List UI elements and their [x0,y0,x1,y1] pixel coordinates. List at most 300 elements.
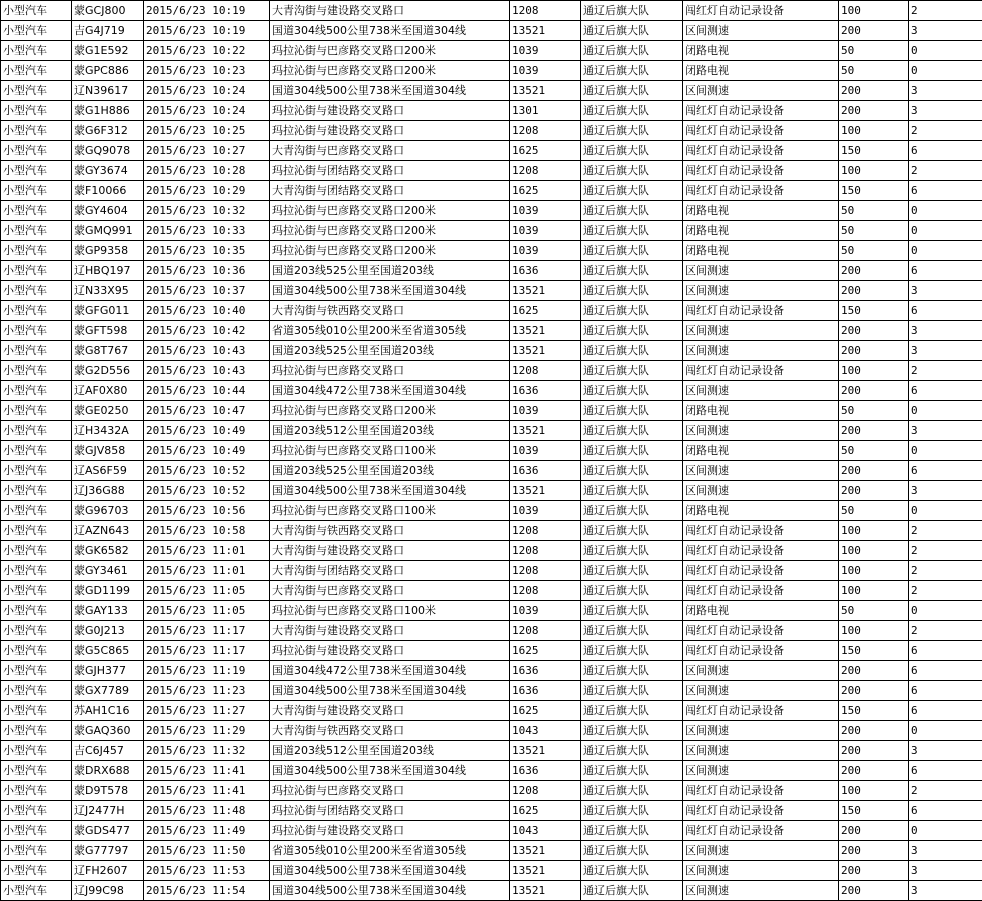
datetime-cell[interactable]: 2015/6/23 11:17 [144,621,270,641]
vehicle-type-cell[interactable]: 小型汽车 [1,801,72,821]
penalty-points-cell[interactable]: 2 [909,121,982,141]
vehicle-type-cell[interactable]: 小型汽车 [1,161,72,181]
violation-code-cell[interactable]: 1208 [510,781,581,801]
violation-code-cell[interactable]: 1043 [510,821,581,841]
location-cell[interactable]: 大青沟街与建设路交叉路口 [270,1,510,21]
datetime-cell[interactable]: 2015/6/23 11:27 [144,701,270,721]
plate-number-cell[interactable]: 辽HBQ197 [72,261,144,281]
plate-number-cell[interactable]: 蒙G1E592 [72,41,144,61]
fine-amount-cell[interactable]: 50 [839,221,909,241]
capture-device-cell[interactable]: 区间测速 [683,381,839,401]
vehicle-type-cell[interactable]: 小型汽车 [1,1,72,21]
violation-code-cell[interactable]: 1625 [510,181,581,201]
capture-device-cell[interactable]: 闯红灯自动记录设备 [683,541,839,561]
plate-number-cell[interactable]: 蒙GE0250 [72,401,144,421]
violation-code-cell[interactable]: 1625 [510,301,581,321]
fine-amount-cell[interactable]: 100 [839,541,909,561]
vehicle-type-cell[interactable]: 小型汽车 [1,741,72,761]
penalty-points-cell[interactable]: 2 [909,621,982,641]
department-cell[interactable]: 通辽后旗大队 [581,761,683,781]
plate-number-cell[interactable]: 蒙G5C865 [72,641,144,661]
violation-code-cell[interactable]: 13521 [510,321,581,341]
fine-amount-cell[interactable]: 200 [839,261,909,281]
plate-number-cell[interactable]: 蒙GMQ991 [72,221,144,241]
plate-number-cell[interactable]: 蒙GFT598 [72,321,144,341]
department-cell[interactable]: 通辽后旗大队 [581,441,683,461]
violation-code-cell[interactable]: 1039 [510,61,581,81]
violation-code-cell[interactable]: 1625 [510,141,581,161]
datetime-cell[interactable]: 2015/6/23 10:36 [144,261,270,281]
capture-device-cell[interactable]: 区间测速 [683,841,839,861]
fine-amount-cell[interactable]: 200 [839,21,909,41]
vehicle-type-cell[interactable]: 小型汽车 [1,121,72,141]
datetime-cell[interactable]: 2015/6/23 11:23 [144,681,270,701]
location-cell[interactable]: 大青沟街与团结路交叉路口 [270,561,510,581]
violation-code-cell[interactable]: 1039 [510,401,581,421]
penalty-points-cell[interactable]: 3 [909,881,982,901]
vehicle-type-cell[interactable]: 小型汽车 [1,61,72,81]
department-cell[interactable]: 通辽后旗大队 [581,261,683,281]
capture-device-cell[interactable]: 区间测速 [683,421,839,441]
penalty-points-cell[interactable]: 0 [909,721,982,741]
vehicle-type-cell[interactable]: 小型汽车 [1,261,72,281]
capture-device-cell[interactable]: 闯红灯自动记录设备 [683,641,839,661]
penalty-points-cell[interactable]: 3 [909,481,982,501]
vehicle-type-cell[interactable]: 小型汽车 [1,621,72,641]
penalty-points-cell[interactable]: 3 [909,101,982,121]
penalty-points-cell[interactable]: 2 [909,521,982,541]
plate-number-cell[interactable]: 蒙GAQ360 [72,721,144,741]
plate-number-cell[interactable]: 辽AZN643 [72,521,144,541]
violation-code-cell[interactable]: 1625 [510,801,581,821]
datetime-cell[interactable]: 2015/6/23 10:43 [144,341,270,361]
department-cell[interactable]: 通辽后旗大队 [581,81,683,101]
violation-code-cell[interactable]: 1625 [510,641,581,661]
violation-code-cell[interactable]: 13521 [510,421,581,441]
fine-amount-cell[interactable]: 200 [839,341,909,361]
plate-number-cell[interactable]: 蒙GK6582 [72,541,144,561]
penalty-points-cell[interactable]: 0 [909,601,982,621]
plate-number-cell[interactable]: 蒙GQ9078 [72,141,144,161]
department-cell[interactable]: 通辽后旗大队 [581,401,683,421]
plate-number-cell[interactable]: 蒙D9T578 [72,781,144,801]
datetime-cell[interactable]: 2015/6/23 10:52 [144,461,270,481]
datetime-cell[interactable]: 2015/6/23 11:29 [144,721,270,741]
location-cell[interactable]: 国道304线500公里738米至国道304线 [270,861,510,881]
fine-amount-cell[interactable]: 150 [839,801,909,821]
plate-number-cell[interactable]: 蒙GD1199 [72,581,144,601]
capture-device-cell[interactable]: 闭路电视 [683,601,839,621]
violation-code-cell[interactable]: 1636 [510,661,581,681]
datetime-cell[interactable]: 2015/6/23 10:23 [144,61,270,81]
capture-device-cell[interactable]: 闯红灯自动记录设备 [683,161,839,181]
violation-code-cell[interactable]: 13521 [510,481,581,501]
fine-amount-cell[interactable]: 200 [839,81,909,101]
fine-amount-cell[interactable]: 150 [839,141,909,161]
location-cell[interactable]: 国道304线500公里738米至国道304线 [270,81,510,101]
department-cell[interactable]: 通辽后旗大队 [581,701,683,721]
capture-device-cell[interactable]: 闯红灯自动记录设备 [683,781,839,801]
plate-number-cell[interactable]: 吉G4J719 [72,21,144,41]
department-cell[interactable]: 通辽后旗大队 [581,161,683,181]
department-cell[interactable]: 通辽后旗大队 [581,721,683,741]
vehicle-type-cell[interactable]: 小型汽车 [1,141,72,161]
department-cell[interactable]: 通辽后旗大队 [581,221,683,241]
capture-device-cell[interactable]: 闭路电视 [683,41,839,61]
department-cell[interactable]: 通辽后旗大队 [581,61,683,81]
location-cell[interactable]: 玛拉沁街与巴彦路交叉路口 [270,781,510,801]
fine-amount-cell[interactable]: 50 [839,241,909,261]
datetime-cell[interactable]: 2015/6/23 10:25 [144,121,270,141]
vehicle-type-cell[interactable]: 小型汽车 [1,321,72,341]
location-cell[interactable]: 大青沟街与铁西路交叉路口 [270,521,510,541]
fine-amount-cell[interactable]: 100 [839,121,909,141]
datetime-cell[interactable]: 2015/6/23 11:41 [144,781,270,801]
capture-device-cell[interactable]: 区间测速 [683,261,839,281]
plate-number-cell[interactable]: 蒙GPC886 [72,61,144,81]
department-cell[interactable]: 通辽后旗大队 [581,741,683,761]
plate-number-cell[interactable]: 蒙GDS477 [72,821,144,841]
plate-number-cell[interactable]: 蒙G2D556 [72,361,144,381]
location-cell[interactable]: 国道304线500公里738米至国道304线 [270,881,510,901]
capture-device-cell[interactable]: 闭路电视 [683,61,839,81]
fine-amount-cell[interactable]: 150 [839,641,909,661]
penalty-points-cell[interactable]: 0 [909,821,982,841]
plate-number-cell[interactable]: 蒙GY3674 [72,161,144,181]
penalty-points-cell[interactable]: 0 [909,241,982,261]
location-cell[interactable]: 玛拉沁街与建设路交叉路口 [270,121,510,141]
department-cell[interactable]: 通辽后旗大队 [581,561,683,581]
datetime-cell[interactable]: 2015/6/23 11:54 [144,881,270,901]
fine-amount-cell[interactable]: 200 [839,721,909,741]
plate-number-cell[interactable]: 辽N33X95 [72,281,144,301]
location-cell[interactable]: 大青沟街与团结路交叉路口 [270,181,510,201]
vehicle-type-cell[interactable]: 小型汽车 [1,641,72,661]
department-cell[interactable]: 通辽后旗大队 [581,121,683,141]
vehicle-type-cell[interactable]: 小型汽车 [1,661,72,681]
capture-device-cell[interactable]: 区间测速 [683,481,839,501]
penalty-points-cell[interactable]: 6 [909,681,982,701]
capture-device-cell[interactable]: 闯红灯自动记录设备 [683,701,839,721]
location-cell[interactable]: 国道203线512公里至国道203线 [270,421,510,441]
violation-code-cell[interactable]: 1039 [510,501,581,521]
datetime-cell[interactable]: 2015/6/23 10:42 [144,321,270,341]
plate-number-cell[interactable]: 蒙G1H886 [72,101,144,121]
department-cell[interactable]: 通辽后旗大队 [581,881,683,901]
penalty-points-cell[interactable]: 0 [909,441,982,461]
fine-amount-cell[interactable]: 50 [839,501,909,521]
department-cell[interactable]: 通辽后旗大队 [581,841,683,861]
vehicle-type-cell[interactable]: 小型汽车 [1,721,72,741]
fine-amount-cell[interactable]: 200 [839,281,909,301]
penalty-points-cell[interactable]: 3 [909,421,982,441]
location-cell[interactable]: 大青沟街与铁西路交叉路口 [270,301,510,321]
vehicle-type-cell[interactable]: 小型汽车 [1,201,72,221]
capture-device-cell[interactable]: 区间测速 [683,281,839,301]
datetime-cell[interactable]: 2015/6/23 11:49 [144,821,270,841]
department-cell[interactable]: 通辽后旗大队 [581,821,683,841]
capture-device-cell[interactable]: 闯红灯自动记录设备 [683,121,839,141]
penalty-points-cell[interactable]: 2 [909,361,982,381]
fine-amount-cell[interactable]: 50 [839,41,909,61]
datetime-cell[interactable]: 2015/6/23 10:33 [144,221,270,241]
fine-amount-cell[interactable]: 100 [839,561,909,581]
fine-amount-cell[interactable]: 200 [839,881,909,901]
datetime-cell[interactable]: 2015/6/23 10:29 [144,181,270,201]
department-cell[interactable]: 通辽后旗大队 [581,201,683,221]
location-cell[interactable]: 国道304线500公里738米至国道304线 [270,681,510,701]
location-cell[interactable]: 国道203线512公里至国道203线 [270,741,510,761]
plate-number-cell[interactable]: 蒙GJH377 [72,661,144,681]
plate-number-cell[interactable]: 蒙DRX688 [72,761,144,781]
plate-number-cell[interactable]: 蒙G8T767 [72,341,144,361]
violation-code-cell[interactable]: 1636 [510,761,581,781]
location-cell[interactable]: 玛拉沁街与团结路交叉路口 [270,161,510,181]
capture-device-cell[interactable]: 闭路电视 [683,221,839,241]
plate-number-cell[interactable]: 辽J99C98 [72,881,144,901]
location-cell[interactable]: 玛拉沁街与巴彦路交叉路口 [270,361,510,381]
department-cell[interactable]: 通辽后旗大队 [581,101,683,121]
location-cell[interactable]: 大青沟街与建设路交叉路口 [270,621,510,641]
datetime-cell[interactable]: 2015/6/23 10:43 [144,361,270,381]
violation-code-cell[interactable]: 13521 [510,841,581,861]
penalty-points-cell[interactable]: 3 [909,861,982,881]
department-cell[interactable]: 通辽后旗大队 [581,141,683,161]
penalty-points-cell[interactable]: 6 [909,301,982,321]
violation-code-cell[interactable]: 1625 [510,701,581,721]
plate-number-cell[interactable]: 蒙GCJ800 [72,1,144,21]
capture-device-cell[interactable]: 区间测速 [683,741,839,761]
datetime-cell[interactable]: 2015/6/23 11:17 [144,641,270,661]
datetime-cell[interactable]: 2015/6/23 10:58 [144,521,270,541]
location-cell[interactable]: 玛拉沁街与巴彦路交叉路口200米 [270,221,510,241]
fine-amount-cell[interactable]: 150 [839,181,909,201]
vehicle-type-cell[interactable]: 小型汽车 [1,681,72,701]
datetime-cell[interactable]: 2015/6/23 11:48 [144,801,270,821]
fine-amount-cell[interactable]: 200 [839,761,909,781]
datetime-cell[interactable]: 2015/6/23 10:52 [144,481,270,501]
vehicle-type-cell[interactable]: 小型汽车 [1,181,72,201]
penalty-points-cell[interactable]: 6 [909,181,982,201]
capture-device-cell[interactable]: 区间测速 [683,681,839,701]
penalty-points-cell[interactable]: 3 [909,281,982,301]
penalty-points-cell[interactable]: 3 [909,341,982,361]
violation-code-cell[interactable]: 1208 [510,561,581,581]
penalty-points-cell[interactable]: 6 [909,701,982,721]
location-cell[interactable]: 国道304线500公里738米至国道304线 [270,761,510,781]
location-cell[interactable]: 国道203线525公里至国道203线 [270,341,510,361]
datetime-cell[interactable]: 2015/6/23 10:24 [144,81,270,101]
location-cell[interactable]: 玛拉沁街与巴彦路交叉路口100米 [270,601,510,621]
capture-device-cell[interactable]: 区间测速 [683,761,839,781]
penalty-points-cell[interactable]: 2 [909,581,982,601]
department-cell[interactable]: 通辽后旗大队 [581,381,683,401]
violation-code-cell[interactable]: 1208 [510,161,581,181]
vehicle-type-cell[interactable]: 小型汽车 [1,521,72,541]
capture-device-cell[interactable]: 区间测速 [683,861,839,881]
datetime-cell[interactable]: 2015/6/23 11:01 [144,561,270,581]
violation-code-cell[interactable]: 1208 [510,1,581,21]
datetime-cell[interactable]: 2015/6/23 11:19 [144,661,270,681]
location-cell[interactable]: 玛拉沁街与建设路交叉路口 [270,821,510,841]
department-cell[interactable]: 通辽后旗大队 [581,281,683,301]
violation-code-cell[interactable]: 1636 [510,261,581,281]
penalty-points-cell[interactable]: 6 [909,661,982,681]
penalty-points-cell[interactable]: 0 [909,41,982,61]
capture-device-cell[interactable]: 区间测速 [683,721,839,741]
capture-device-cell[interactable]: 闯红灯自动记录设备 [683,821,839,841]
location-cell[interactable]: 国道203线525公里至国道203线 [270,261,510,281]
location-cell[interactable]: 国道304线500公里738米至国道304线 [270,281,510,301]
penalty-points-cell[interactable]: 2 [909,781,982,801]
department-cell[interactable]: 通辽后旗大队 [581,301,683,321]
capture-device-cell[interactable]: 闭路电视 [683,501,839,521]
violation-code-cell[interactable]: 13521 [510,741,581,761]
capture-device-cell[interactable]: 区间测速 [683,661,839,681]
plate-number-cell[interactable]: 辽FH2607 [72,861,144,881]
department-cell[interactable]: 通辽后旗大队 [581,461,683,481]
capture-device-cell[interactable]: 区间测速 [683,881,839,901]
department-cell[interactable]: 通辽后旗大队 [581,541,683,561]
vehicle-type-cell[interactable]: 小型汽车 [1,481,72,501]
fine-amount-cell[interactable]: 200 [839,421,909,441]
penalty-points-cell[interactable]: 3 [909,741,982,761]
vehicle-type-cell[interactable]: 小型汽车 [1,861,72,881]
violation-code-cell[interactable]: 1301 [510,101,581,121]
violation-code-cell[interactable]: 1208 [510,521,581,541]
violation-code-cell[interactable]: 1208 [510,361,581,381]
vehicle-type-cell[interactable]: 小型汽车 [1,601,72,621]
violation-code-cell[interactable]: 1636 [510,681,581,701]
penalty-points-cell[interactable]: 6 [909,381,982,401]
datetime-cell[interactable]: 2015/6/23 10:49 [144,421,270,441]
datetime-cell[interactable]: 2015/6/23 11:32 [144,741,270,761]
datetime-cell[interactable]: 2015/6/23 10:40 [144,301,270,321]
violation-code-cell[interactable]: 1039 [510,441,581,461]
location-cell[interactable]: 国道304线500公里738米至国道304线 [270,481,510,501]
fine-amount-cell[interactable]: 200 [839,461,909,481]
department-cell[interactable]: 通辽后旗大队 [581,581,683,601]
location-cell[interactable]: 省道305线010公里200米至省道305线 [270,321,510,341]
location-cell[interactable]: 大青沟街与建设路交叉路口 [270,541,510,561]
plate-number-cell[interactable]: 蒙G0J213 [72,621,144,641]
location-cell[interactable]: 国道304线500公里738米至国道304线 [270,21,510,41]
department-cell[interactable]: 通辽后旗大队 [581,861,683,881]
datetime-cell[interactable]: 2015/6/23 10:37 [144,281,270,301]
vehicle-type-cell[interactable]: 小型汽车 [1,401,72,421]
plate-number-cell[interactable]: 辽N39617 [72,81,144,101]
penalty-points-cell[interactable]: 6 [909,801,982,821]
penalty-points-cell[interactable]: 3 [909,321,982,341]
department-cell[interactable]: 通辽后旗大队 [581,21,683,41]
plate-number-cell[interactable]: 蒙GFG011 [72,301,144,321]
datetime-cell[interactable]: 2015/6/23 11:50 [144,841,270,861]
fine-amount-cell[interactable]: 200 [839,321,909,341]
department-cell[interactable]: 通辽后旗大队 [581,621,683,641]
fine-amount-cell[interactable]: 50 [839,401,909,421]
datetime-cell[interactable]: 2015/6/23 10:49 [144,441,270,461]
fine-amount-cell[interactable]: 100 [839,621,909,641]
vehicle-type-cell[interactable]: 小型汽车 [1,441,72,461]
datetime-cell[interactable]: 2015/6/23 10:22 [144,41,270,61]
location-cell[interactable]: 大青沟街与巴彦路交叉路口 [270,581,510,601]
plate-number-cell[interactable]: 蒙G96703 [72,501,144,521]
capture-device-cell[interactable]: 区间测速 [683,341,839,361]
vehicle-type-cell[interactable]: 小型汽车 [1,101,72,121]
violation-code-cell[interactable]: 1208 [510,621,581,641]
fine-amount-cell[interactable]: 200 [839,661,909,681]
vehicle-type-cell[interactable]: 小型汽车 [1,581,72,601]
capture-device-cell[interactable]: 闯红灯自动记录设备 [683,141,839,161]
penalty-points-cell[interactable]: 3 [909,21,982,41]
violation-code-cell[interactable]: 13521 [510,281,581,301]
department-cell[interactable]: 通辽后旗大队 [581,781,683,801]
penalty-points-cell[interactable]: 6 [909,761,982,781]
fine-amount-cell[interactable]: 100 [839,781,909,801]
department-cell[interactable]: 通辽后旗大队 [581,361,683,381]
penalty-points-cell[interactable]: 6 [909,461,982,481]
datetime-cell[interactable]: 2015/6/23 10:35 [144,241,270,261]
location-cell[interactable]: 大青沟街与铁西路交叉路口 [270,721,510,741]
fine-amount-cell[interactable]: 150 [839,701,909,721]
fine-amount-cell[interactable]: 100 [839,361,909,381]
location-cell[interactable]: 玛拉沁街与巴彦路交叉路口200米 [270,241,510,261]
plate-number-cell[interactable]: 苏AH1C16 [72,701,144,721]
penalty-points-cell[interactable]: 0 [909,401,982,421]
fine-amount-cell[interactable]: 200 [839,821,909,841]
capture-device-cell[interactable]: 闯红灯自动记录设备 [683,521,839,541]
department-cell[interactable]: 通辽后旗大队 [581,241,683,261]
fine-amount-cell[interactable]: 200 [839,861,909,881]
vehicle-type-cell[interactable]: 小型汽车 [1,461,72,481]
location-cell[interactable]: 玛拉沁街与建设路交叉路口 [270,101,510,121]
plate-number-cell[interactable]: 蒙GY3461 [72,561,144,581]
capture-device-cell[interactable]: 闯红灯自动记录设备 [683,361,839,381]
penalty-points-cell[interactable]: 0 [909,501,982,521]
datetime-cell[interactable]: 2015/6/23 10:47 [144,401,270,421]
capture-device-cell[interactable]: 闯红灯自动记录设备 [683,1,839,21]
capture-device-cell[interactable]: 闯红灯自动记录设备 [683,101,839,121]
vehicle-type-cell[interactable]: 小型汽车 [1,841,72,861]
penalty-points-cell[interactable]: 6 [909,141,982,161]
plate-number-cell[interactable]: 蒙GJV858 [72,441,144,461]
fine-amount-cell[interactable]: 200 [839,101,909,121]
vehicle-type-cell[interactable]: 小型汽车 [1,761,72,781]
fine-amount-cell[interactable]: 50 [839,201,909,221]
violation-code-cell[interactable]: 1636 [510,381,581,401]
violation-code-cell[interactable]: 1039 [510,241,581,261]
violation-code-cell[interactable]: 1043 [510,721,581,741]
vehicle-type-cell[interactable]: 小型汽车 [1,361,72,381]
datetime-cell[interactable]: 2015/6/23 10:56 [144,501,270,521]
department-cell[interactable]: 通辽后旗大队 [581,801,683,821]
department-cell[interactable]: 通辽后旗大队 [581,181,683,201]
department-cell[interactable]: 通辽后旗大队 [581,321,683,341]
penalty-points-cell[interactable]: 2 [909,1,982,21]
location-cell[interactable]: 省道305线010公里200米至省道305线 [270,841,510,861]
plate-number-cell[interactable]: 辽H3432A [72,421,144,441]
penalty-points-cell[interactable]: 2 [909,561,982,581]
datetime-cell[interactable]: 2015/6/23 10:32 [144,201,270,221]
fine-amount-cell[interactable]: 100 [839,161,909,181]
capture-device-cell[interactable]: 闭路电视 [683,441,839,461]
penalty-points-cell[interactable]: 2 [909,541,982,561]
plate-number-cell[interactable]: 蒙G6F312 [72,121,144,141]
capture-device-cell[interactable]: 闯红灯自动记录设备 [683,801,839,821]
violation-code-cell[interactable]: 1039 [510,221,581,241]
penalty-points-cell[interactable]: 0 [909,201,982,221]
fine-amount-cell[interactable]: 200 [839,481,909,501]
